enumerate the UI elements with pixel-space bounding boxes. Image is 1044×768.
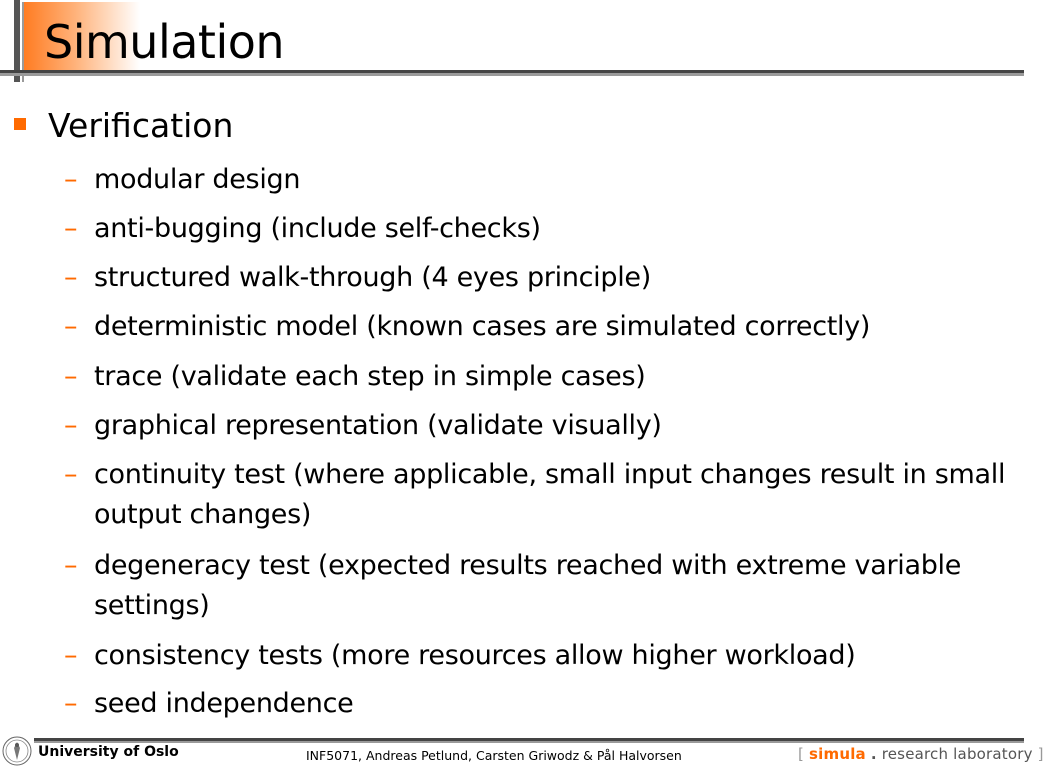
dash-bullet: –: [64, 164, 78, 195]
list-item-text: seed independence: [94, 688, 354, 719]
list-item: [64, 546, 1014, 626]
list-item: [64, 209, 1014, 249]
simula-logo: [798, 745, 1044, 763]
list-item-text: modular design: [94, 164, 301, 195]
bullet-label: Verification: [48, 106, 234, 145]
list-item: [64, 357, 1014, 397]
dash-bullet: –: [64, 459, 78, 490]
list-item: [64, 160, 1014, 200]
footer-credits: INF5071, Andreas Petlund, Carsten Griwodz & Pål Halvorsen: [306, 748, 682, 763]
list-item-text: anti-bugging (include self-checks): [94, 213, 541, 244]
list-item-text: degeneracy test (expected results reached with extreme variable settings): [94, 550, 962, 621]
list-item: [64, 684, 1014, 724]
logo-bracket-close: ]: [1037, 745, 1044, 763]
logo-bracket-open: [: [798, 745, 805, 763]
dash-bullet: –: [64, 410, 78, 441]
list-item-text: deterministic model (known cases are simulated correctly): [94, 311, 871, 342]
list-item-text: trace (validate each step in simple cases): [94, 361, 646, 392]
dash-bullet: –: [64, 213, 78, 244]
dash-bullet: –: [64, 640, 78, 671]
university-seal-icon: [2, 736, 32, 766]
dash-bullet: –: [64, 311, 78, 342]
list-item: [64, 258, 1014, 298]
square-bullet-icon: [14, 118, 26, 130]
dash-bullet: –: [64, 262, 78, 293]
list-item-text: graphical representation (validate visually): [94, 410, 662, 441]
list-item-text: consistency tests (more resources allow higher workload): [94, 640, 856, 671]
logo-dot: .: [870, 745, 877, 763]
list-item: [64, 636, 1014, 676]
university-name: University of Oslo: [38, 744, 179, 760]
list-item: [64, 307, 1014, 347]
footer-rule: [34, 738, 1024, 743]
list-item: [64, 455, 1014, 535]
dash-bullet: –: [64, 550, 78, 581]
list-item-text: continuity test (where applicable, small input changes result in small output changes): [94, 459, 1006, 530]
logo-research-laboratory: research laboratory: [881, 745, 1033, 763]
dash-bullet: –: [64, 361, 78, 392]
logo-simula: simula: [809, 745, 866, 763]
dash-bullet: –: [64, 688, 78, 719]
list-item-text: structured walk-through (4 eyes principle): [94, 262, 651, 293]
slide-title: Simulation: [44, 15, 285, 69]
list-item: [64, 406, 1014, 446]
